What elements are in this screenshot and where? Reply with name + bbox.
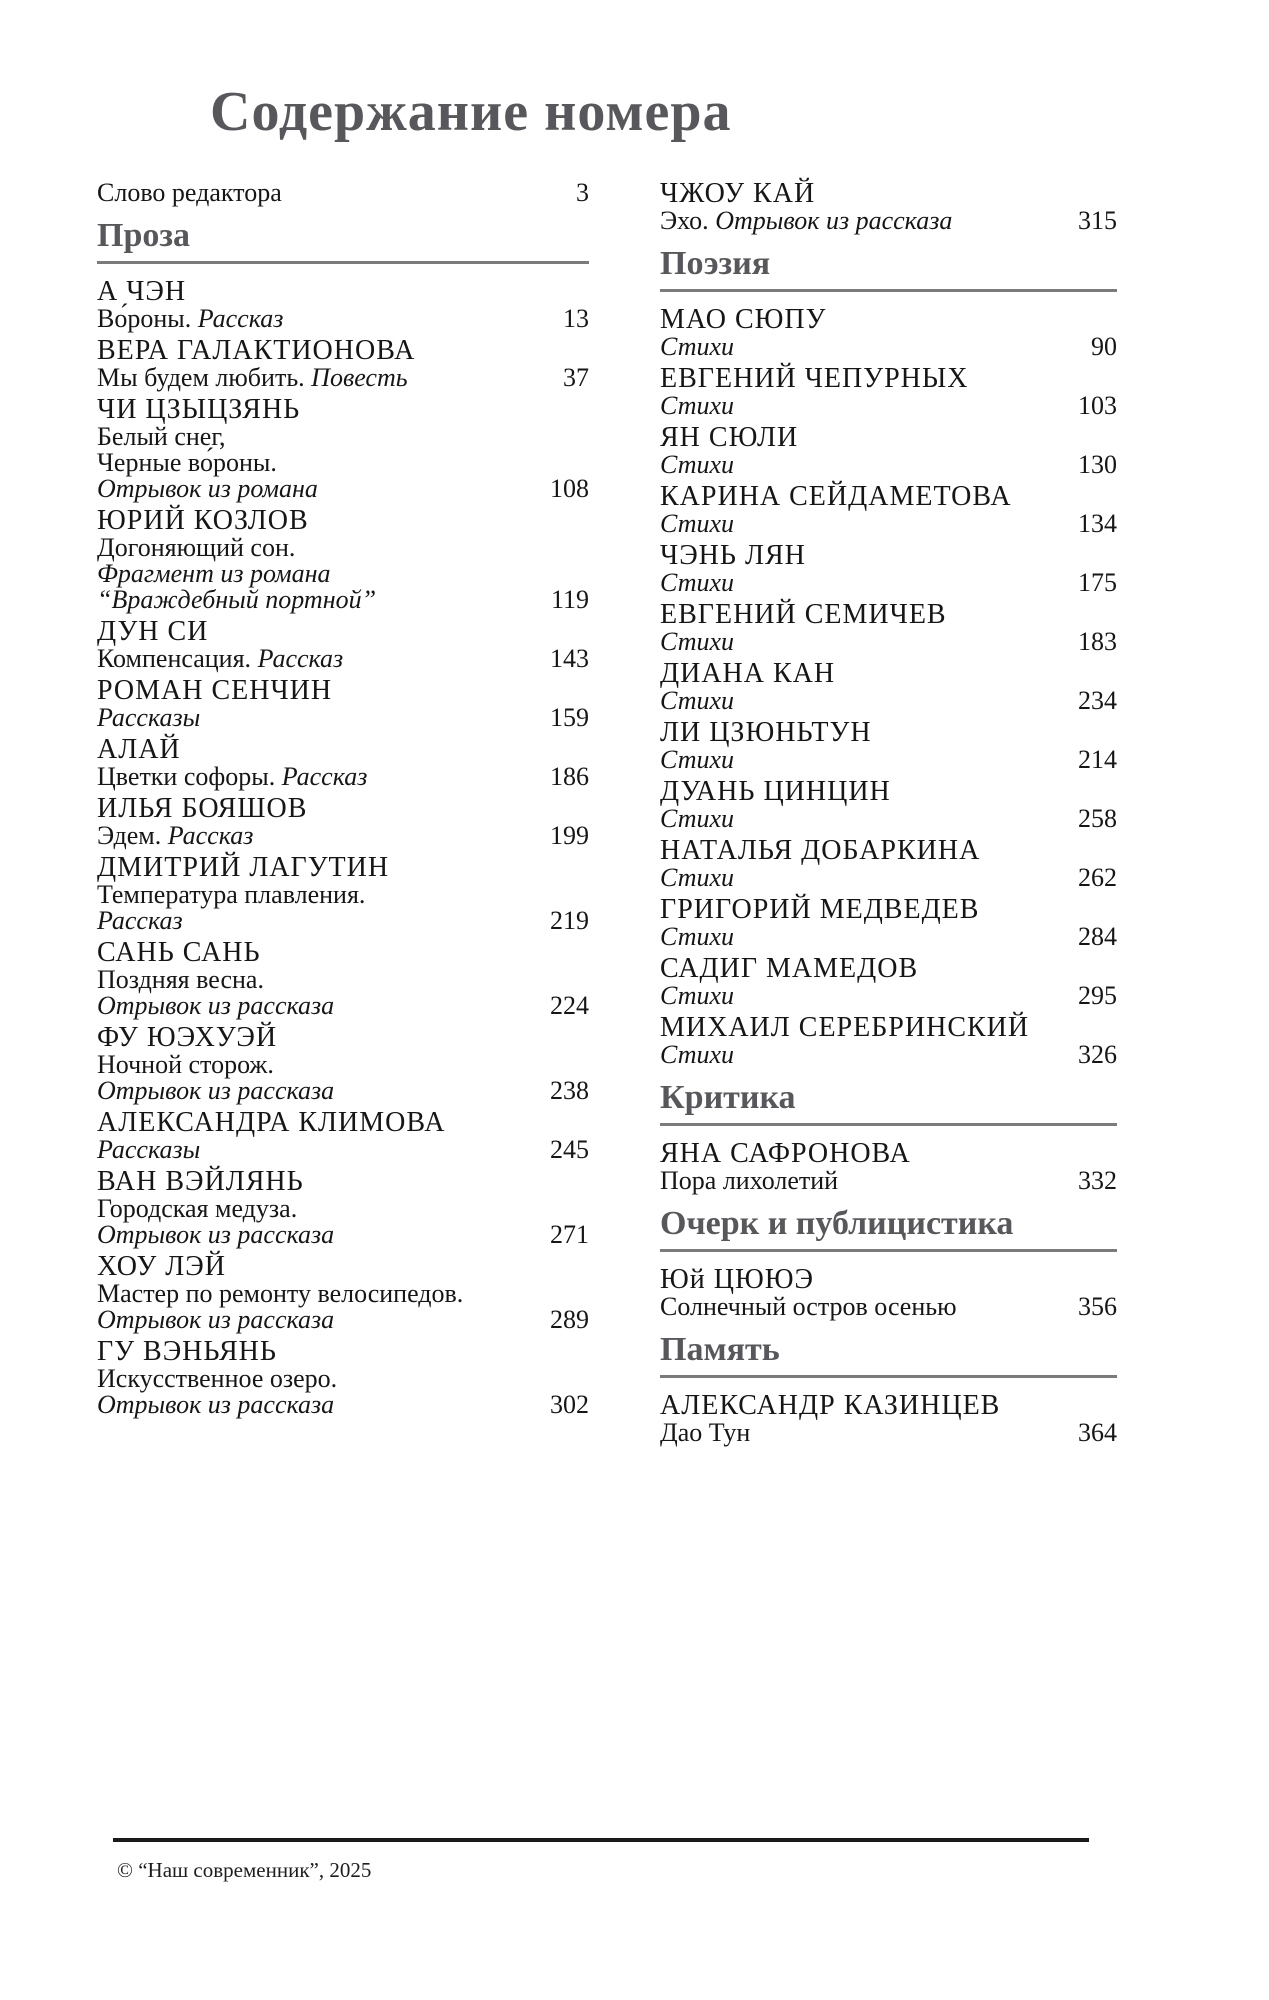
toc-entry [660,1140,1117,1194]
genre-label: Отрывок из романа [97,474,318,503]
author-name: Юй ЦЮЮЭ [660,1264,815,1295]
author-name: ФУ ЮЭХУЭЙ [97,1022,278,1053]
author-name: АЛАЙ [97,734,181,765]
genre-label: Рассказ [97,906,183,935]
genre-label: Рассказ [197,304,284,333]
work-title [660,747,734,773]
entry-line [660,452,1117,478]
work-title [660,452,734,478]
section-header [660,1206,1117,1252]
page-number: 238 [550,1076,589,1105]
work-title: Дао Тун [660,1418,751,1447]
toc-entry [660,601,1117,655]
work-title [97,705,200,731]
work-title [660,865,734,891]
work-title: Эдем. Рассказ [97,821,254,850]
genre-label: Отрывок из рассказа [97,991,335,1020]
work-title [97,1392,334,1418]
genre-label: Отрывок из рассказа [97,1076,335,1105]
entry-line [660,865,1117,891]
toc-columns [0,180,1269,1451]
work-title: Догоняющий сон. [97,533,296,562]
author-name: НАТАЛЬЯ ДОБАРКИНА [660,835,981,866]
author-name: ЛИ ЦЗЮНЬТУН [660,717,872,748]
toc-entry [97,337,589,391]
section-title: Проза [97,217,191,254]
toc-entry [97,795,589,849]
genre-label: Рассказ [281,762,368,791]
author-name: ИЛЬЯ БОЯШОВ [97,793,308,824]
page-number: 315 [1078,206,1117,235]
entry-line [97,823,589,849]
page-title: Содержание номера [210,81,732,143]
genre-label: Стихи [660,804,735,833]
section-title: Очерк и публицистика [660,1205,1014,1242]
page-number: 224 [550,991,589,1020]
page-number: 13 [563,304,589,333]
work-title: Компенсация. Рассказ [97,644,344,673]
genre-label: Отрывок из рассказа [715,206,953,235]
entry-line [97,587,589,613]
entry-line [97,424,589,450]
genre-label: Рассказы [97,1135,201,1164]
page-number: 356 [1078,1292,1117,1321]
entry-line [97,476,589,502]
work-title: Мы будем любить. Повесть [97,363,408,392]
work-title [660,393,734,419]
entry-line [97,1366,589,1392]
toc-entry [660,180,1117,234]
author-name: А ЧЭН [97,276,187,307]
page-number: 302 [550,1390,589,1419]
toc-entry [97,1168,589,1248]
genre-label: Отрывок из рассказа [97,1220,335,1249]
work-title [660,688,734,714]
genre-label: Стихи [660,391,735,420]
page-number: 295 [1078,981,1117,1010]
entry-line [660,629,1117,655]
entry-line [97,705,589,731]
entry-line [97,306,589,332]
toc-entry [97,854,589,934]
work-title [97,587,376,613]
page-number: 130 [1078,450,1117,479]
work-title [660,334,734,360]
entry-line [660,924,1117,950]
author-name: ЯН СЮЛИ [660,422,799,453]
section-header [660,1080,1117,1126]
toc-entry [97,1109,589,1163]
toc-entry [97,1024,589,1104]
work-title: Ночной сторож. [97,1050,274,1079]
page-number: 103 [1078,391,1117,420]
genre-label: Стихи [660,686,735,715]
work-title [660,570,734,596]
work-title: Мастер по ремонту велосипедов. [97,1279,464,1308]
genre-label: Отрывок из рассказа [97,1305,335,1334]
work-title [97,1078,334,1104]
page-number: 284 [1078,922,1117,951]
entry-line [97,1307,589,1333]
entry-line [97,908,589,934]
toc-entry [660,1014,1117,1068]
toc-entry [97,1338,589,1418]
author-name: МИХАИЛ СЕРЕБРИНСКИЙ [660,1012,1030,1043]
entry-line [97,646,589,672]
genre-label: Отрывок из рассказа [97,1390,335,1419]
entry-line [97,1281,589,1307]
entry-line [97,450,589,476]
page-number: 271 [550,1220,589,1249]
entry-line [660,688,1117,714]
work-title: Городская медуза. [97,1194,298,1223]
entry-line [97,764,589,790]
entry-line [97,1392,589,1418]
author-name: ЮРИЙ КОЗЛОВ [97,505,309,536]
toc-entry [97,278,589,332]
entry-line [660,983,1117,1009]
entry-line [660,570,1117,596]
genre-label: Рассказы [97,703,201,732]
toc-entry [660,719,1117,773]
genre-label: “Враждебный портной” [97,585,377,614]
work-title [97,1307,334,1333]
author-name: ДУАНЬ ЦИНЦИН [660,776,891,807]
section-header [97,218,589,264]
author-name: ДУН СИ [97,616,209,647]
page-number: 3 [576,178,589,207]
toc-entry [660,837,1117,891]
work-title [97,1137,200,1163]
entry-line [97,1137,589,1163]
genre-label: Рассказ [167,821,254,850]
work-title: Черные во́роны. [97,448,277,477]
toc-entry [660,660,1117,714]
work-title [660,806,734,832]
work-title: Белый снег, [97,422,226,451]
toc-entry [660,1392,1117,1446]
page-number: 119 [550,585,589,614]
toc-entry [660,1266,1117,1320]
toc-entry [97,1253,589,1333]
work-title: Во́роны. Рассказ [97,304,284,333]
right-column [660,180,1117,1451]
work-title: Температура плавления. [97,880,366,909]
author-name: ГРИГОРИЙ МЕДВЕДЕВ [660,894,980,925]
author-name: ДИАНА КАН [660,658,836,689]
genre-label: Стихи [660,863,735,892]
work-title: Искусственное озеро. [97,1364,338,1393]
entry-line [97,882,589,908]
toc-entry [97,736,589,790]
toc-entry [97,396,589,502]
toc-entry [97,939,589,1019]
page-number: 143 [550,644,589,673]
author-name: ЯНА САФРОНОВА [660,1138,911,1169]
toc-entry [97,677,589,731]
toc-entry [660,778,1117,832]
work-title: Поздняя весна. [97,965,264,994]
genre-label: Стихи [660,332,735,361]
author-name: САДИГ МАМЕДОВ [660,953,919,984]
author-name: АЛЕКСАНДРА КЛИМОВА [97,1107,446,1138]
genre-label: Стихи [660,568,735,597]
entry-line [97,535,589,561]
work-title [97,993,334,1019]
entry-line [660,208,1117,234]
section-header [660,246,1117,292]
genre-label: Повесть [311,363,408,392]
page-number: 234 [1078,686,1117,715]
page-number: 134 [1078,509,1117,538]
author-name: ВЕРА ГАЛАКТИОНОВА [97,335,416,366]
entry-line [660,747,1117,773]
toc-entry [660,896,1117,950]
entry-line [97,993,589,1019]
page-number: 199 [550,821,589,850]
left-column [97,180,589,1451]
page-number: 289 [550,1305,589,1334]
page-number: 90 [1091,332,1117,361]
page-number: 258 [1078,804,1117,833]
work-title [660,983,734,1009]
author-name: ГУ ВЭНЬЯНЬ [97,1336,277,1367]
page-number: 37 [563,363,589,392]
genre-label: Стихи [660,745,735,774]
page-number: 108 [550,474,589,503]
work-title: Цветки софоры. Рассказ [97,762,368,791]
author-name: ХОУ ЛЭЙ [97,1251,226,1282]
toc-entry [97,507,589,613]
author-name: МАО СЮПУ [660,304,827,335]
section-title: Память [660,1331,780,1368]
author-name: ВАН ВЭЙЛЯНЬ [97,1166,304,1197]
entry-line [660,334,1117,360]
page-number: 175 [1078,568,1117,597]
section-title: Критика [660,1079,796,1116]
copyright-line: © “Наш современник”, 2025 [117,1858,372,1882]
genre-label: Рассказ [257,644,344,673]
entry-line [660,1168,1117,1194]
toc-entry [97,618,589,672]
author-name: ЧИ ЦЗЫЦЗЯНЬ [97,394,301,425]
toc-entry [660,306,1117,360]
genre-label: Стихи [660,981,735,1010]
entry-line [97,1052,589,1078]
entry-line [97,967,589,993]
page-number: 159 [550,703,589,732]
work-title [660,924,734,950]
author-name: КАРИНА СЕЙДАМЕТОВА [660,481,1012,512]
entry-line [660,1042,1117,1068]
work-title [660,1042,734,1068]
section-title: Поэзия [660,245,771,282]
entry-line [97,1196,589,1222]
entry-line [660,511,1117,537]
entry-line [97,180,589,206]
entry-line [97,365,589,391]
entry-line [660,806,1117,832]
genre-label: Стихи [660,627,735,656]
toc-entry [660,365,1117,419]
work-title: Пора лихолетий [660,1166,839,1195]
genre-label: Стихи [660,509,735,538]
genre-label: Стихи [660,922,735,951]
author-name: ЧЖОУ КАЙ [660,178,816,209]
page-number: 262 [1078,863,1117,892]
author-name: САНЬ САНЬ [97,937,261,968]
page-number: 183 [1078,627,1117,656]
author-name: АЛЕКСАНДР КАЗИНЦЕВ [660,1390,1001,1421]
author-name: ДМИТРИЙ ЛАГУТИН [97,852,390,883]
author-name: РОМАН СЕНЧИН [97,675,333,706]
work-title: Слово редактора [97,178,282,207]
page-number: 364 [1078,1418,1117,1447]
toc-entry [660,955,1117,1009]
entry-line [660,1294,1117,1320]
genre-label: Стихи [660,450,735,479]
toc-entry [660,424,1117,478]
entry-line [660,393,1117,419]
author-name: ЕВГЕНИЙ ЧЕПУРНЫХ [660,363,969,394]
footer-divider [113,1838,1089,1842]
toc-entry [97,180,589,206]
entry-line [660,1420,1117,1446]
work-title [97,476,318,502]
page-number: 326 [1078,1040,1117,1069]
work-title: Солнечный остров осенью [660,1292,957,1321]
page-number: 186 [550,762,589,791]
work-title [97,1222,334,1248]
work-title [97,908,183,934]
entry-line [97,1078,589,1104]
author-name: ЕВГЕНИЙ СЕМИЧЕВ [660,599,947,630]
work-title [660,629,734,655]
entry-line [97,1222,589,1248]
genre-label: Стихи [660,1040,735,1069]
page-number: 332 [1078,1166,1117,1195]
toc-entry [660,542,1117,596]
work-title: Эхо. Отрывок из рассказа [660,206,953,235]
author-name: ЧЭНЬ ЛЯН [660,540,806,571]
genre-label: Фрагмент из романа [97,559,331,588]
toc-entry [660,483,1117,537]
page-number: 219 [550,906,589,935]
work-title [660,511,734,537]
section-header [660,1332,1117,1378]
page-number: 245 [550,1135,589,1164]
page-number: 214 [1078,745,1117,774]
work-title [97,561,331,587]
entry-line [97,561,589,587]
